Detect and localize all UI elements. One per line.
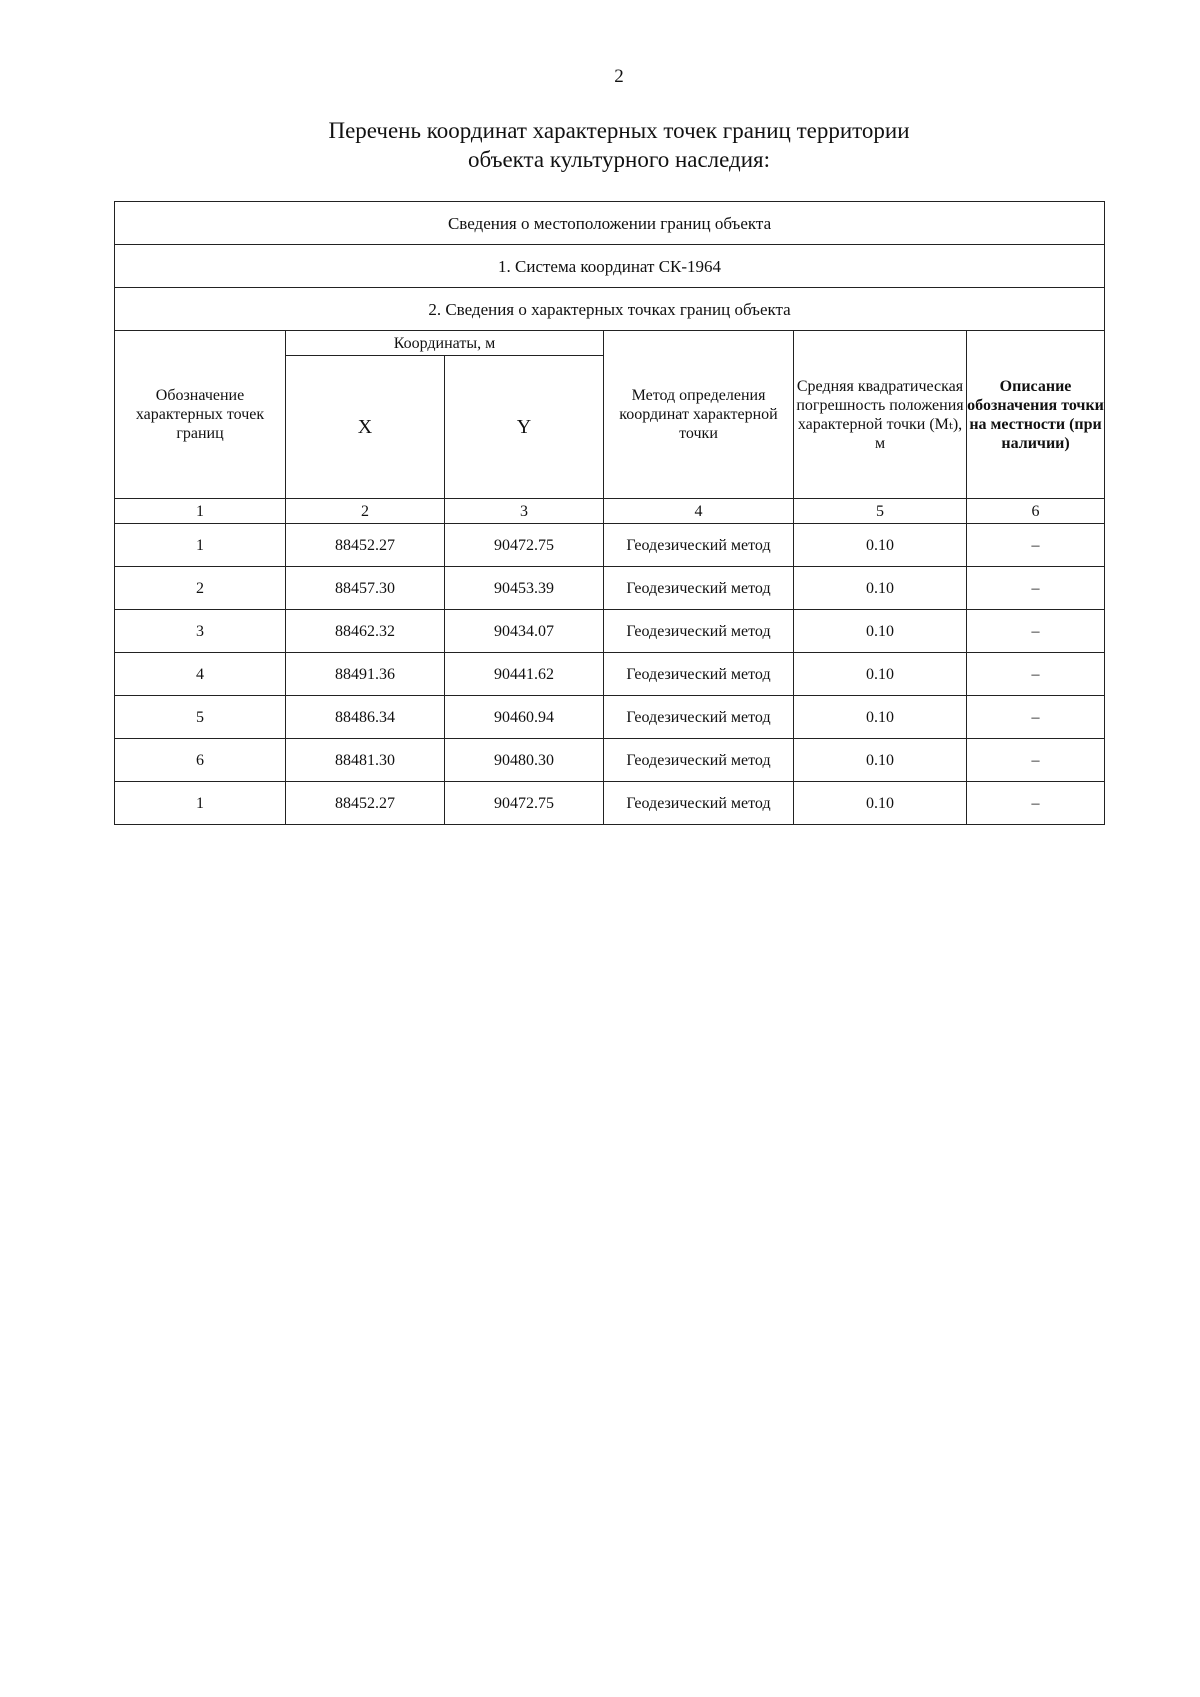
- cell-y: 90480.30: [445, 739, 604, 782]
- col-header-coordinates: Координаты, м: [286, 331, 604, 356]
- cell-error: 0.10: [794, 610, 967, 653]
- cell-y: 90460.94: [445, 696, 604, 739]
- cell-point: 5: [115, 696, 286, 739]
- cell-y: 90441.62: [445, 653, 604, 696]
- cell-point: 2: [115, 567, 286, 610]
- table-row: [115, 653, 1105, 696]
- col-header-x: X: [286, 356, 445, 499]
- page-number: 2: [614, 66, 624, 87]
- col-header-error: Средняя квадратическая погрешность положения характерной точки (Mₜ), м: [794, 331, 967, 499]
- table-row: [115, 696, 1105, 739]
- cell-method: Геодезический метод: [604, 739, 794, 782]
- cell-error: 0.10: [794, 696, 967, 739]
- title-line-2: объекта культурного наследия:: [467, 147, 771, 172]
- cell-point: 3: [115, 610, 286, 653]
- cell-error: 0.10: [794, 739, 967, 782]
- cell-description: –: [967, 653, 1105, 696]
- cell-x: 88452.27: [286, 524, 445, 567]
- column-numbers-row: [115, 499, 1105, 524]
- title-line-1: Перечень координат характерных точек границ территории: [328, 118, 910, 143]
- cell-y: 90472.75: [445, 524, 604, 567]
- cell-method: Геодезический метод: [604, 782, 794, 825]
- cell-point: 1: [115, 524, 286, 567]
- table-row: [115, 739, 1105, 782]
- coordinate-system: 1. Система координат СК-1964: [115, 245, 1105, 288]
- cell-y: 90453.39: [445, 567, 604, 610]
- cell-x: 88481.30: [286, 739, 445, 782]
- cell-description: –: [967, 782, 1105, 825]
- section-header: Сведения о местоположении границ объекта: [115, 202, 1105, 245]
- column-number: 5: [794, 499, 967, 524]
- table-row: [115, 782, 1105, 825]
- cell-description: –: [967, 567, 1105, 610]
- cell-description: –: [967, 610, 1105, 653]
- cell-x: 88452.27: [286, 782, 445, 825]
- coordinates-table: [114, 201, 1105, 825]
- cell-method: Геодезический метод: [604, 567, 794, 610]
- document-title: [0, 116, 1200, 174]
- table-row: [115, 610, 1105, 653]
- cell-error: 0.10: [794, 782, 967, 825]
- cell-x: 88486.34: [286, 696, 445, 739]
- column-number: 3: [445, 499, 604, 524]
- column-number: 6: [967, 499, 1105, 524]
- cell-point: 1: [115, 782, 286, 825]
- table-row: [115, 567, 1105, 610]
- cell-method: Геодезический метод: [604, 653, 794, 696]
- cell-point: 6: [115, 739, 286, 782]
- column-number: 1: [115, 499, 286, 524]
- cell-description: –: [967, 739, 1105, 782]
- cell-y: 90434.07: [445, 610, 604, 653]
- col-header-point: Обозначение характерных точек границ: [115, 331, 286, 499]
- table-row: [115, 524, 1105, 567]
- col-header-y: Y: [445, 356, 604, 499]
- cell-error: 0.10: [794, 524, 967, 567]
- column-number: 2: [286, 499, 445, 524]
- col-header-description: Описание обозначения точки на местности (при наличии): [967, 331, 1105, 499]
- col-header-method: Метод определения координат характерной точки: [604, 331, 794, 499]
- cell-method: Геодезический метод: [604, 696, 794, 739]
- points-header: 2. Сведения о характерных точках границ объекта: [115, 288, 1105, 331]
- cell-method: Геодезический метод: [604, 610, 794, 653]
- cell-y: 90472.75: [445, 782, 604, 825]
- column-number: 4: [604, 499, 794, 524]
- cell-x: 88457.30: [286, 567, 445, 610]
- cell-point: 4: [115, 653, 286, 696]
- cell-method: Геодезический метод: [604, 524, 794, 567]
- cell-description: –: [967, 696, 1105, 739]
- cell-description: –: [967, 524, 1105, 567]
- cell-x: 88462.32: [286, 610, 445, 653]
- cell-x: 88491.36: [286, 653, 445, 696]
- cell-error: 0.10: [794, 653, 967, 696]
- cell-error: 0.10: [794, 567, 967, 610]
